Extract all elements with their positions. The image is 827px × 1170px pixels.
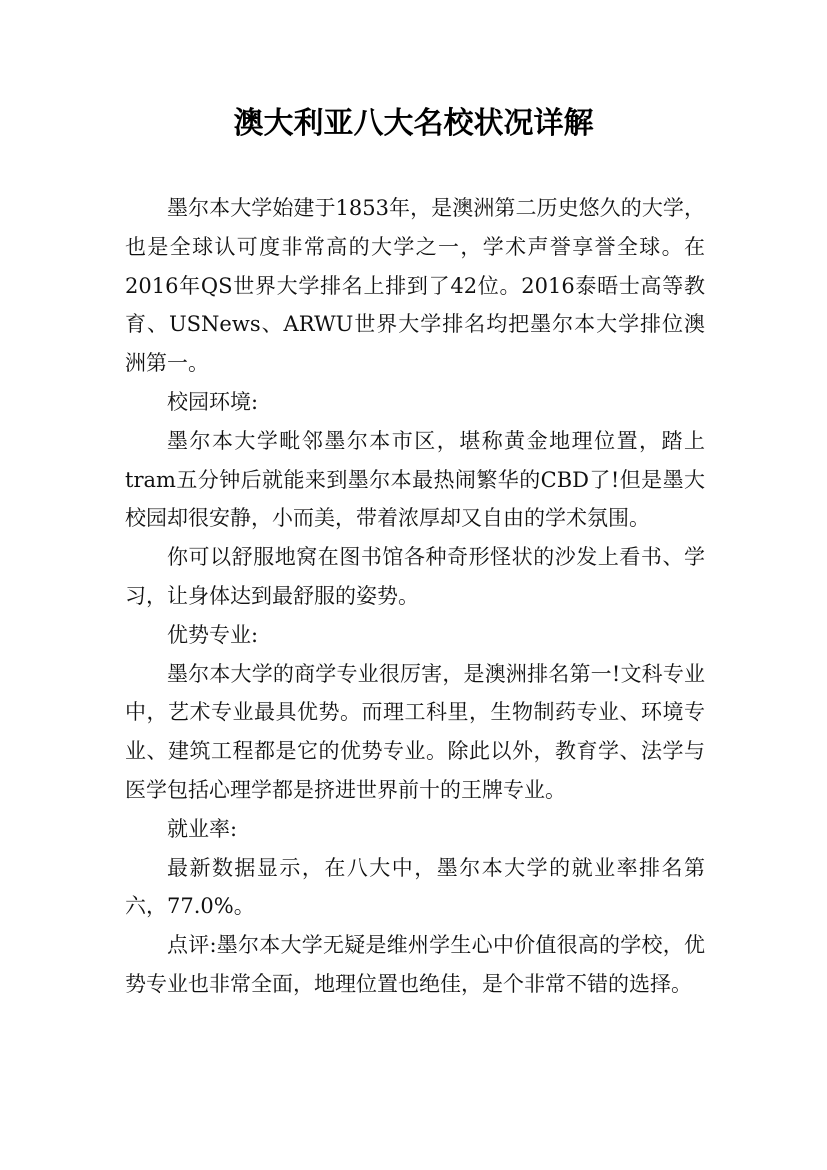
heading-employment-rate: 就业率:	[167, 816, 238, 841]
document-title: 澳大利亚八大名校状况详解	[233, 106, 594, 141]
heading-strong-majors: 优势专业:	[167, 622, 259, 647]
paragraph-majors: 墨尔本大学的商学专业很厉害，是澳洲排名第一!文科专业中，艺术专业最具优势。而理工科里，生物制药专业、环境专业、建筑工程都是它的优势专业。除此以外，教育学、法学与医学包括心理学都是挤进世界前十的王牌专业。	[125, 661, 705, 802]
paragraph-review: 点评:墨尔本大学无疑是维州学生心中价值很高的学校，优势专业也非常全面，地理位置也绝佳，是个非常不错的选择。	[125, 933, 705, 996]
paragraph-intro: 墨尔本大学始建于1853年，是澳洲第二历史悠久的大学，也是全球认可度非常高的大学之一，学术声誉享誉全球。在2016年QS世界大学排名上排到了42位。2016泰晤士高等教育、USNews、ARWU世界大学排名均把墨尔本大学排位澳洲第一。	[125, 196, 705, 376]
document-body	[125, 189, 705, 1004]
paragraph-library: 你可以舒服地窝在图书馆各种奇形怪状的沙发上看书、学习，让身体达到最舒服的姿势。	[125, 545, 705, 608]
paragraph-campus-location: 墨尔本大学毗邻墨尔本市区，堪称黄金地理位置，踏上tram五分钟后就能来到墨尔本最热闹繁华的CBD了!但是墨大校园却很安静，小而美，带着浓厚却又自由的学术氛围。	[125, 428, 705, 531]
paragraph-employment: 最新数据显示，在八大中，墨尔本大学的就业率排名第六，77.0%。	[125, 855, 705, 919]
heading-campus-environment: 校园环境:	[167, 389, 259, 414]
